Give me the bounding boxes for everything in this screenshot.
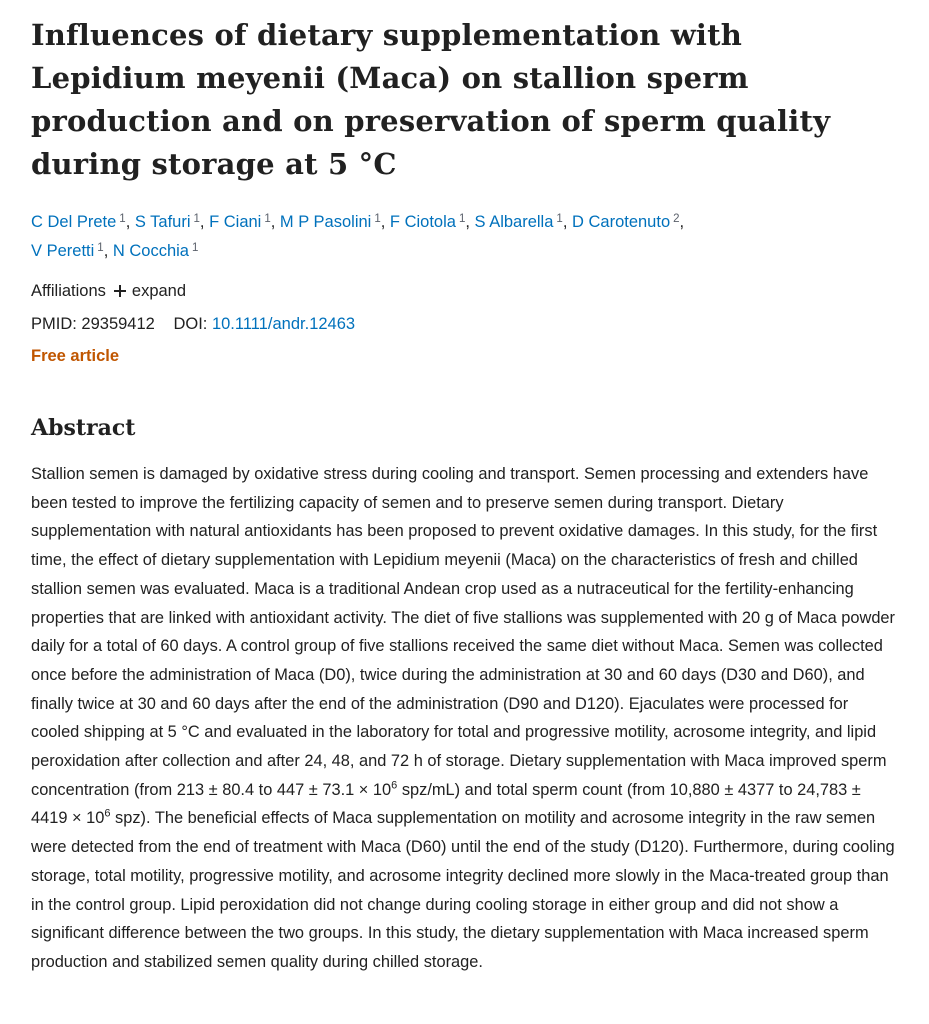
author-link[interactable]: M P Pasolini xyxy=(279,213,372,231)
authors-list: C Del Prete $^1$, S Tafuri $^1$, F Ciani $^1$, M P Pasolini $^1$, F Ciotola $^1$, S Albarella $^1$, D Carotenuto $^2$, V Peretti $^1$, N Cocchia $^1$ xyxy=(31,213,685,260)
author-item xyxy=(31,213,126,231)
author-item xyxy=(475,213,563,231)
author-item xyxy=(113,242,199,260)
abstract-text xyxy=(31,460,901,977)
author-item xyxy=(31,242,104,260)
doi-link[interactable]: 10.1111/andr.12463 xyxy=(211,315,356,333)
pmid: PMID: 29359412 xyxy=(31,315,155,333)
author-link[interactable]: N Cocchia xyxy=(112,242,189,260)
identifiers-row xyxy=(31,312,901,336)
author-link[interactable]: F Ciotola xyxy=(389,213,456,231)
abstract-heading: Abstract xyxy=(31,415,136,441)
affiliations-label: Affiliations xyxy=(31,282,106,300)
affiliations-row xyxy=(31,279,901,303)
author-item xyxy=(135,213,200,231)
author-item xyxy=(390,213,465,231)
free-article-label: Free article xyxy=(31,347,120,365)
author-item xyxy=(209,213,271,231)
article-title: Influences of dietary supplementation with Lepidium meyenii (Maca) on stallion sperm production and on preservation of sperm quality during storage at 5 °C xyxy=(31,18,831,181)
plus-icon xyxy=(114,285,126,297)
affiliation-ref[interactable]: 2 xyxy=(673,213,680,225)
affiliation-ref[interactable]: 1 xyxy=(374,213,381,225)
abstract-text-part-3: spz). The beneficial effects of Maca supplementation on motility and acrosome integrity in the raw semen were detected from the end of treatment with Maca (D60) until the end of the study (D120). Furthermore, during cooling storage, total motility, progressive motility, and acrosome integrity declined more slowly in the Maca-treated group than in the control group. Lipid peroxidation did not change during cooling storage in either group and did not show a significant difference between the two groups. In this study, the dietary supplementation with Maca increased sperm production and stabilized semen quality during chilled storage. xyxy=(31,809,895,971)
author-item xyxy=(572,213,680,231)
affiliation-ref[interactable]: 1 xyxy=(193,213,200,225)
author-link[interactable]: S Albarella xyxy=(474,213,554,231)
author-link[interactable]: D Carotenuto xyxy=(571,213,671,231)
abstract-text-part-2: spz/mL) and total sperm count (from 10,880 ± 4377 to 24,783 ± 4419 × 10 xyxy=(31,780,861,828)
expand-label: expand xyxy=(131,282,187,300)
abstract-text-part-1: Stallion semen is damaged by oxidative stress during cooling and transport. Semen processing and extenders have been tested to improve the fertilizing capacity of semen and to preserve semen during transport. Dietary supplementation with natural antioxidants has been proposed to prevent oxidative damages. In this study, for the first time, the effect of dietary supplementation with Lepidium meyenii (Maca) on the characteristics of fresh and chilled stallion semen was evaluated. Maca is a traditional Andean crop used as a nutraceutical for the fertility-enhancing properties that are linked with antioxidant activity. The diet of five stallions was supplemented with 20 g of Maca powder daily for a total of 60 days. A control group of five stallions received the same diet without Maca. Semen was collected once before the administration of Maca (D0), twice during the administration at 30 and 60 days (D30 and D60), and finally twice at 30 and 60 days after the end of the administration (D90 and D120). Ejaculates were processed for cooled shipping at 5 °C and evaluated in the laboratory for total and progressive motility, acrosome integrity, and lipid peroxidation after collection and after 24, 48, and 72 h of storage. Dietary supplementation with Maca improved sperm concentration (from 213 ± 80.4 to 447 ± 73.1 × 10 xyxy=(31,465,896,799)
author-link[interactable]: C Del Prete xyxy=(31,213,117,231)
affiliation-ref[interactable]: 1 xyxy=(191,242,199,254)
affiliation-ref[interactable]: 1 xyxy=(97,242,104,254)
doi-label: DOI: xyxy=(173,315,208,333)
affiliation-ref[interactable]: 1 xyxy=(458,213,466,225)
superscript-exponent: 6 xyxy=(391,779,398,792)
author-item xyxy=(280,213,381,231)
superscript-exponent: 6 xyxy=(104,807,111,820)
author-link[interactable]: S Tafuri xyxy=(134,213,191,231)
article-page xyxy=(31,0,901,977)
author-link[interactable]: F Ciani xyxy=(209,213,262,231)
affiliation-ref[interactable]: 1 xyxy=(119,213,126,225)
affiliation-ref[interactable]: 1 xyxy=(264,213,271,225)
affiliation-ref[interactable]: 1 xyxy=(556,213,563,225)
affiliations-expand-button[interactable] xyxy=(114,279,186,303)
author-link[interactable]: V Peretti xyxy=(31,242,95,260)
